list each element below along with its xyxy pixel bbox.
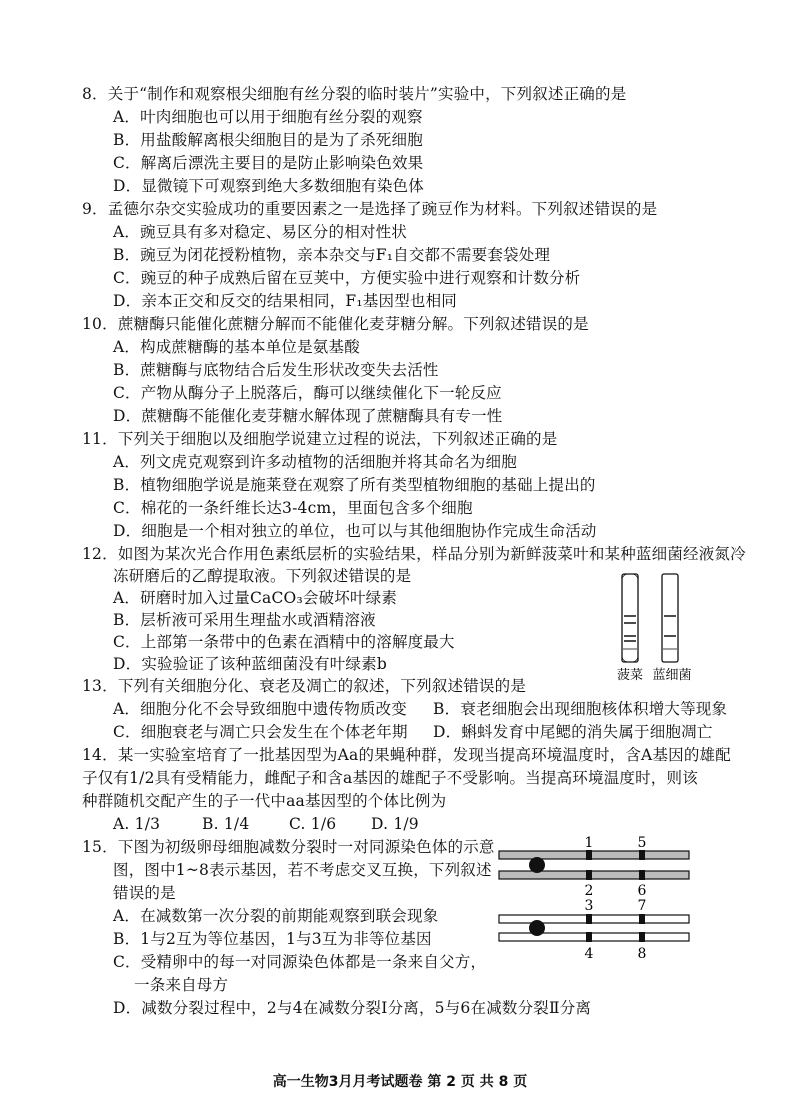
q13-option-a: A．细胞分化不会导致细胞中遗传物质改变 [113,700,407,718]
q8-option-b: B．用盐酸解离根尖细胞目的是为了杀死细胞 [113,131,423,149]
centromere-lower [529,920,545,936]
q8-option-d: D．显微镜下可观察到绝大多数细胞有染色体 [113,177,424,195]
gene-label-2: 2 [584,883,594,899]
q13-option-c: C．细胞衰老与凋亡只会发生在个体老年期 [113,723,408,741]
gene-label-3: 3 [584,898,594,914]
q14-stem-line2: 子仅有1/2具有受精能力，雌配子和含a基因的雄配子不受影响。当提高环境温度时，则该 [82,769,698,787]
q14-option-b: B. 1/4 [202,815,250,833]
q12-stem-line2: 冻研磨后的乙醇提取液。下列叙述错误的是 [113,567,412,585]
q10-option-a: A．构成蔗糖酶的基本单位是氨基酸 [113,338,360,356]
q9-option-c: C．豌豆的种子成熟后留在豆荚中，方便实验中进行观察和计数分析 [113,269,581,287]
q8-stem: 8．关于“制作和观察根尖细胞有丝分裂的临时装片”实验中，下列叙述正确的是 [82,85,627,103]
q11-option-c: C．棉花的一条纤维长达3-4cm，里面包含多个细胞 [113,499,473,517]
chromatography-figure [600,570,740,685]
q12-option-b: B．层析液可采用生理盐水或酒精溶液 [113,611,376,629]
q10-stem: 10．蔗糖酶只能催化蔗糖分解而不能催化麦芽糖分解。下列叙述错误的是 [82,315,589,333]
q8-option-a: A．叶肉细胞也可以用于细胞有丝分裂的观察 [113,108,423,126]
spinach-label: 菠菜 [616,668,644,683]
q12-option-a: A．研磨时加入过量CaCO₃会破坏叶绿素 [113,589,398,607]
gene-label-1: 1 [584,835,594,851]
q15-stem-line3: 错误的是 [113,884,176,902]
q14-stem-line1: 14．某一实验室培育了一批基因型为Aa的果蝇种群，发现当提高环境温度时，含A基因的雄配 [82,746,731,764]
chromosome-figure [497,832,697,962]
q15-option-a: A．在减数第一次分裂的前期能观察到联会现象 [113,907,439,925]
q11-option-a: A．列文虎克观察到许多动植物的活细胞并将其命名为细胞 [113,453,517,471]
q11-option-d: D．细胞是一个相对独立的单位，也可以与其他细胞协作完成生命活动 [113,522,597,540]
q14-option-c: C. 1/6 [289,815,337,833]
spinach-strip [622,574,638,662]
chromosome-upper [499,850,689,880]
q11-option-b: B．植物细胞学说是施莱登在观察了所有类型植物细胞的基础上提出的 [113,476,596,494]
q15-option-b: B．1与2互为等位基因，1与3互为非等位基因 [113,930,432,948]
q14-stem-line3: 种群随机交配产生的子一代中aa基因型的个体比例为 [82,792,447,810]
q12-stem-line1: 12．如图为某次光合作用色素纸层析的实验结果，样品分别为新鲜菠菜叶和某种蓝细菌经液氮冷 [82,545,746,563]
gene-label-7: 7 [637,898,647,914]
q15-stem-line2: 图，图中1~8表示基因，若不考虑交叉互换，下列叙述 [113,861,492,879]
gene-label-4: 4 [584,946,594,962]
q8-option-c: C．解离后漂洗主要目的是防止影响染色效果 [113,154,424,172]
q11-stem: 11．下列关于细胞以及细胞学说建立过程的说法，下列叙述正确的是 [82,430,558,448]
q15-option-d: D．减数分裂过程中，2与4在减数分裂Ⅰ分离，5与6在减数分裂Ⅱ分离 [113,999,592,1017]
q13-option-d: D．蝌蚪发育中尾鳃的消失属于细胞凋亡 [433,723,713,741]
chromosome-lower [499,914,689,942]
q10-option-d: D．蔗糖酶不能催化麦芽糖水解体现了蔗糖酶具有专一性 [113,407,503,425]
q13-stem: 13．下列有关细胞分化、衰老及凋亡的叙述，下列叙述错误的是 [82,677,527,695]
q14-option-d: D. 1/9 [371,815,419,833]
q13-option-b: B．衰老细胞会出现细胞核体积增大等现象 [433,700,728,718]
q9-stem: 9．孟德尔杂交实验成功的重要因素之一是选择了豌豆作为材料。下列叙述错误的是 [82,200,658,218]
q15-stem-line1: 15．下图为初级卵母细胞减数分裂时一对同源染色体的示意 [82,838,495,856]
centromere-upper [529,857,545,873]
q15-option-c-line2: 一条来自母方 [134,976,229,994]
q9-option-b: B．豌豆为闭花授粉植物，亲本杂交与F₁自交都不需要套袋处理 [113,246,551,264]
gene-label-5: 5 [637,835,647,851]
gene-label-8: 8 [637,946,647,962]
q12-option-d: D．实验验证了该种蓝细菌没有叶绿素b [113,655,387,673]
q14-option-a: A. 1/3 [113,815,161,833]
page-footer: 高一生物3月月考试题卷 第 2 页 共 8 页 [272,1074,528,1090]
cyanobacteria-label: 蓝细菌 [652,668,692,683]
q9-option-d: D．亲本正交和反交的结果相同，F₁基因型也相同 [113,292,457,310]
q9-option-a: A．豌豆具有多对稳定、易区分的相对性状 [113,223,407,241]
q10-option-b: B．蔗糖酶与底物结合后发生形状改变失去活性 [113,361,439,379]
q15-option-c-line1: C．受精卵中的每一对同源染色体都是一条来自父方， [113,953,487,971]
q10-option-c: C．产物从酶分子上脱落后，酶可以继续催化下一轮反应 [113,384,502,402]
q12-option-c: C．上部第一条带中的色素在酒精中的溶解度最大 [113,633,455,651]
gene-label-6: 6 [637,883,647,899]
cyanobacteria-strip [662,574,678,662]
